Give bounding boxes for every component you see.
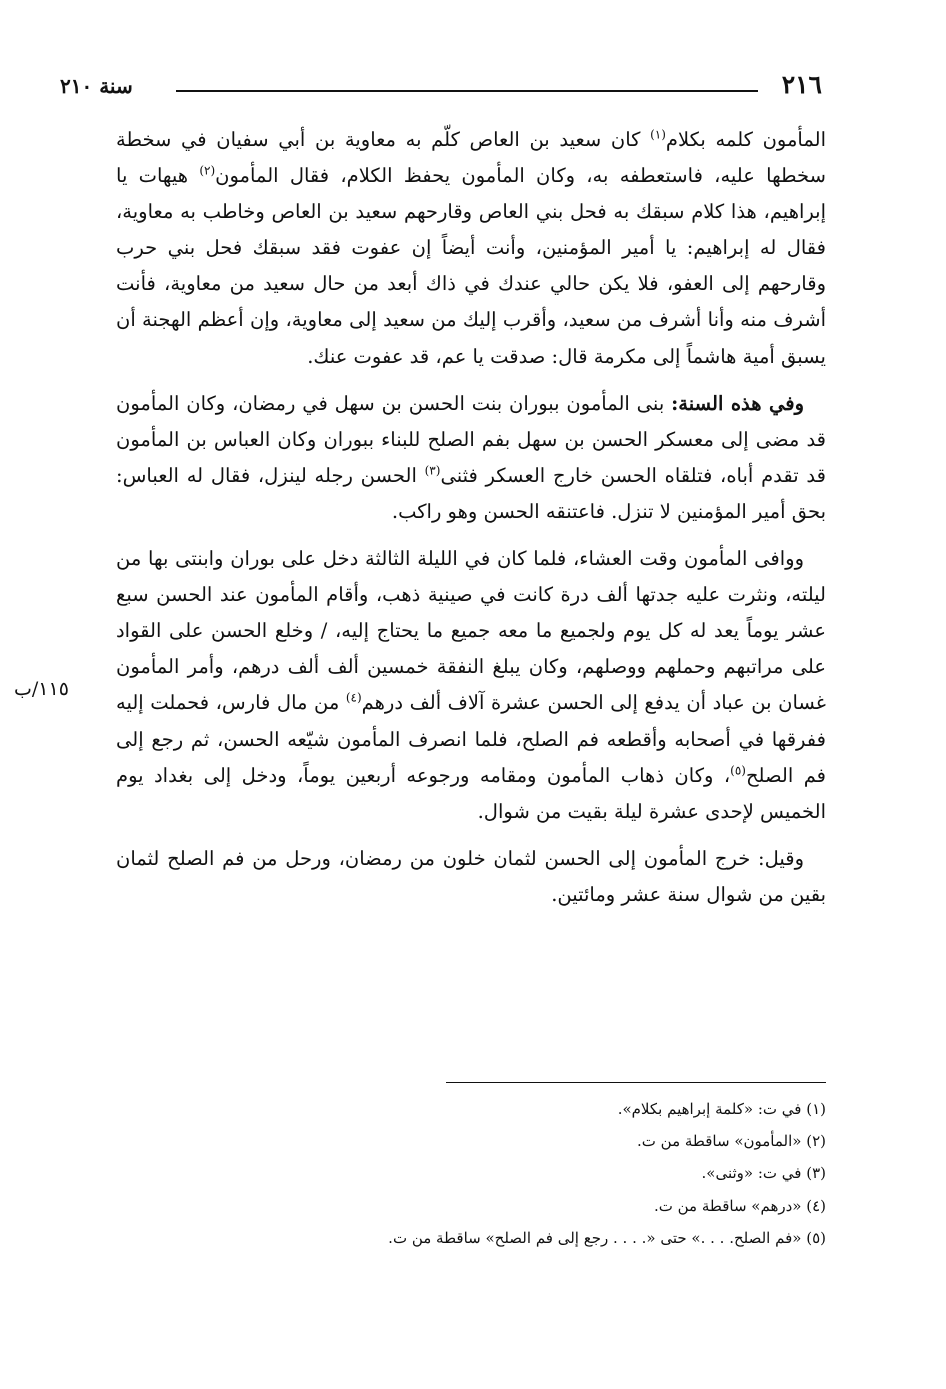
text-run: هيهات يا إبراهيم، هذا كلام سبقك به فحل بني العاص وقارحهم سعيد بن العاص وخاطب به معاوية، فقال له إبراهيم: يا أمير المؤمنين، وأنت أيضاً إن عفوت فقد سبقك فحل بني حرب وقارحهم إلى العفو، فلا يكن حالي عندك في ذاك أبعد من حال سعيد من معاوية، فأنت أشرف منه وأنا أشرف من سعيد، وأقرب إليك من سعيد إلى معاوية، وإن أعظم الهجنة أن يسبق أمية هاشماً إلى مكرمة قال: صدقت يا عم، قد عفوت عنك. [116,164,826,368]
footnote-separator [446,1082,826,1083]
paragraph [116,841,826,913]
main-text [116,122,826,924]
paragraph [116,122,826,375]
footnote-ref: (٤) [345,690,362,705]
text-run: ووافى المأمون وقت العشاء، فلما كان في الليلة الثالثة دخل على بوران وابنتى بها من ليلته، ونثرت عليه جدتها ألف درة كانت في صينية ذهب، وأقام المأمون عند الحسن سبع عشر يوماً يعد له كل يوم ولجميع ما معه جميع ما يحتاج إليه، / وخلع الحسن على القواد على مراتبهم وحملهم ووصلهم، وكان يبلغ النفقة خمسين ألف ألف درهم، وأمر المأمون غسان بن عباد أن يدفع إلى الحسن عشرة آلاف ألف درهم [116,547,826,715]
footnote-ref: (٥) [730,763,746,778]
text-run: وقيل: خرج المأمون إلى الحسن لثمان خلون من رمضان، ورحل من فم الصلح لثمان بقين من شوال سنة عشر ومائتين. [116,846,826,906]
footnote: (٢) «المأمون» ساقطة من ت. [637,1132,826,1151]
running-head-year: سنة ٢١٠ [60,74,133,98]
text-run: من مال فارس، فحملت إليه ففرقها في أصحابه وأقطعه فم الصلح، فلما انصرف المأمون شيّعه الحسن، ثم رجع إلى فم الصلح [116,691,826,787]
footnote: (٣) في ت: «وثنى». [701,1164,826,1183]
header-rule [176,90,758,92]
paragraph-lead: وفي هذه السنة: [671,391,804,415]
paragraph [116,386,826,530]
text-run: المأمون كلمه بكلام [665,128,826,151]
paragraph [116,541,826,830]
footnote: (٤) «درهم» ساقطة من ت. [653,1196,826,1215]
page-number: ٢١٦ [781,70,822,99]
text-run: بنى المأمون ببوران بنت الحسن بن سهل في رمضان، وكان المأمون قد مضى إلى معسكر الحسن بن سهل بفم الصلح للبناء ببوران وكان العباس بن المأمون قد تقدم أباه، فتلقاه الحسن خارج العسكر فثنى [116,391,826,487]
footnote: (٥) «فم الصلح. . . .» حتى «. . . . رجع إلى فم الصلح» ساقطة من ت. [388,1228,826,1247]
text-run: كان سعيد بن العاص كلّم به معاوية بن أبي سفيان في سخطة سخطها عليه، فاستعطفه به، وكان المأمون يحفظ الكلام، فقال المأمون [116,128,826,188]
text-run: ، وكان ذهاب المأمون ومقامه ورجوعه أربعين يوماً، ودخل إلى بغداد يوم الخميس لإحدى عشرة ليلة بقيت من شوال. [116,763,826,823]
footnote-ref: (٣) [424,463,441,478]
manuscript-folio-note: ١١٥/ب [14,678,69,700]
footnote-ref: (٢) [199,163,216,178]
text-run: الحسن رجله لينزل، فقال له العباس: بحق أمير المؤمنين لا تنزل. فاعتنقه الحسن وهو راكب. [116,463,826,523]
footnote-ref: (١) [650,127,666,142]
page-header [60,70,822,104]
footnotes [126,1093,826,1254]
footnote: (١) في ت: «كلمة إبراهيم بكلام». [617,1100,826,1118]
